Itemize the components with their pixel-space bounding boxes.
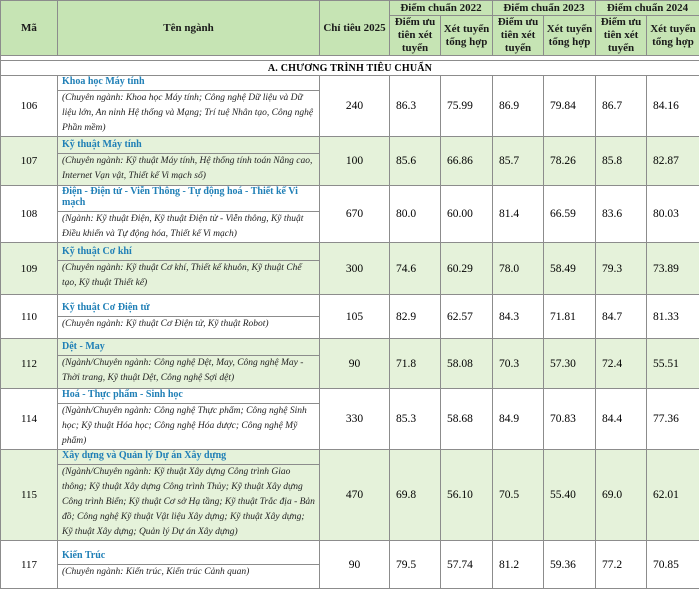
quota-2025: 330 <box>320 389 390 450</box>
table-row <box>1 450 699 541</box>
major-name-cell <box>58 186 320 243</box>
priority-2024: 83.6 <box>596 186 647 243</box>
major-description: (Chuyên ngành: Kiến trúc, Kiến trúc Cảnh quan) <box>58 564 319 580</box>
major-description: (Ngành/Chuyên ngành: Công nghệ Dệt, May, Công nghệ May - Thời trang, Kỹ thuật Dệt, Công nghệ Sợi dệt) <box>58 355 319 386</box>
section-title: A. CHƯƠNG TRÌNH TIÊU CHUẨN <box>1 61 699 76</box>
priority-2024: 79.3 <box>596 243 647 295</box>
combined-2023: 66.59 <box>544 186 596 243</box>
combined-2024: 62.01 <box>647 450 699 541</box>
table-body <box>1 56 699 589</box>
combined-2022: 58.68 <box>441 389 493 450</box>
major-description: (Chuyên ngành: Kỹ thuật Máy tính, Hệ thống tính toán Nâng cao, Internet Vạn vật, Thiết kế Vi mạch số) <box>58 153 319 184</box>
major-name-cell <box>58 295 320 339</box>
major-name-cell <box>58 243 320 295</box>
major-name-cell <box>58 541 320 589</box>
major-code: 114 <box>1 389 58 450</box>
header-combined-2024: Xét tuyển tổng hợp <box>647 16 699 56</box>
quota-2025: 670 <box>320 186 390 243</box>
major-description: (Chuyên ngành: Kỹ thuật Cơ khí, Thiết kế khuôn, Kỹ thuật Chế tạo, Kỹ thuật Thiết kế) <box>58 260 319 291</box>
major-description: (Ngành/Chuyên ngành: Công nghệ Thực phẩm; Công nghệ Sinh học; Kỹ thuật Hóa học; Công nghệ Hóa dược; Công nghệ Mỹ phẩm) <box>58 403 319 449</box>
priority-2022: 80.0 <box>390 186 441 243</box>
table-row <box>1 76 699 137</box>
major-description: (Chuyên ngành: Kỹ thuật Cơ Điện tử, Kỹ thuật Robot) <box>58 316 319 332</box>
major-description: (Chuyên ngành: Khoa học Máy tính; Công nghệ Dữ liệu và Dữ liệu lớn, An ninh Hệ thống và Mạng; Trí tuệ Nhân tạo, Công nghệ Phần mềm) <box>58 90 319 136</box>
major-name-cell <box>58 76 320 137</box>
combined-2022: 58.08 <box>441 339 493 389</box>
priority-2022: 85.3 <box>390 389 441 450</box>
priority-2024: 84.7 <box>596 295 647 339</box>
header-priority-2024: Điểm ưu tiên xét tuyển <box>596 16 647 56</box>
quota-2025: 90 <box>320 541 390 589</box>
combined-2023: 70.83 <box>544 389 596 450</box>
major-name-cell <box>58 450 320 541</box>
table-row <box>1 389 699 450</box>
priority-2023: 70.5 <box>493 450 544 541</box>
priority-2022: 71.8 <box>390 339 441 389</box>
major-name-cell <box>58 389 320 450</box>
header-year-2023: Điểm chuẩn 2023 <box>493 1 596 16</box>
priority-2022: 79.5 <box>390 541 441 589</box>
priority-2023: 70.3 <box>493 339 544 389</box>
major-code: 107 <box>1 137 58 186</box>
major-code: 110 <box>1 295 58 339</box>
quota-2025: 240 <box>320 76 390 137</box>
combined-2022: 60.29 <box>441 243 493 295</box>
combined-2022: 60.00 <box>441 186 493 243</box>
combined-2023: 59.36 <box>544 541 596 589</box>
table-row <box>1 186 699 243</box>
header-priority-2022: Điểm ưu tiên xét tuyển <box>390 16 441 56</box>
major-title: Kỹ thuật Cơ khí <box>62 246 132 257</box>
priority-2024: 72.4 <box>596 339 647 389</box>
priority-2023: 81.2 <box>493 541 544 589</box>
priority-2023: 81.4 <box>493 186 544 243</box>
header-combined-2022: Xét tuyển tổng hợp <box>441 16 493 56</box>
combined-2023: 79.84 <box>544 76 596 137</box>
priority-2023: 84.9 <box>493 389 544 450</box>
combined-2024: 77.36 <box>647 389 699 450</box>
priority-2024: 77.2 <box>596 541 647 589</box>
major-description: (Ngành/Chuyên ngành: Kỹ thuật Xây dựng Công trình Giao thông; Kỹ thuật Xây dựng Công trình Thủy; Kỹ thuật Xây dựng Công trình Biển; Kỹ thuật Cơ sở Hạ tầng; Kỹ thuật Trắc địa - Bản đồ; Công nghệ Kỹ thuật Vật liệu Xây dựng; Kỹ thuật Xây dựng; Kỹ thuật Xây dựng; Quản lý Dự án Xây dựng) <box>58 464 319 540</box>
header-combined-2023: Xét tuyển tổng hợp <box>544 16 596 56</box>
major-title: Dệt - May <box>62 341 105 352</box>
combined-2022: 57.74 <box>441 541 493 589</box>
major-code: 106 <box>1 76 58 137</box>
major-title: Hoá - Thực phẩm - Sinh học <box>62 389 183 400</box>
priority-2022: 82.9 <box>390 295 441 339</box>
combined-2024: 81.33 <box>647 295 699 339</box>
combined-2024: 82.87 <box>647 137 699 186</box>
quota-2025: 470 <box>320 450 390 541</box>
combined-2023: 57.30 <box>544 339 596 389</box>
table-row <box>1 339 699 389</box>
combined-2022: 66.86 <box>441 137 493 186</box>
major-title: Điện - Điện tử - Viễn Thông - Tự động hoá - Thiết kế Vi mạch <box>62 186 298 208</box>
major-title: Xây dựng và Quản lý Dự án Xây dựng <box>62 450 227 461</box>
priority-2024: 85.8 <box>596 137 647 186</box>
major-title: Kỹ thuật Cơ Điện tử <box>62 301 150 313</box>
quota-2025: 90 <box>320 339 390 389</box>
combined-2023: 58.49 <box>544 243 596 295</box>
major-title: Kiến Trúc <box>62 549 106 561</box>
priority-2022: 69.8 <box>390 450 441 541</box>
header-priority-2023: Điểm ưu tiên xét tuyển <box>493 16 544 56</box>
table-row <box>1 243 699 295</box>
priority-2024: 86.7 <box>596 76 647 137</box>
combined-2023: 71.81 <box>544 295 596 339</box>
major-code: 117 <box>1 541 58 589</box>
priority-2023: 84.3 <box>493 295 544 339</box>
combined-2024: 80.03 <box>647 186 699 243</box>
priority-2022: 74.6 <box>390 243 441 295</box>
major-code: 112 <box>1 339 58 389</box>
priority-2022: 86.3 <box>390 76 441 137</box>
quota-2025: 105 <box>320 295 390 339</box>
combined-2022: 75.99 <box>441 76 493 137</box>
table-row <box>1 295 699 339</box>
priority-2024: 69.0 <box>596 450 647 541</box>
quota-2025: 100 <box>320 137 390 186</box>
combined-2024: 70.85 <box>647 541 699 589</box>
header-code: Mã <box>1 1 58 56</box>
major-code: 109 <box>1 243 58 295</box>
priority-2022: 85.6 <box>390 137 441 186</box>
major-description: (Ngành: Kỹ thuật Điện, Kỹ thuật Điện tử - Viễn thông, Kỹ thuật Điều khiển và Tự động hóa, Thiết kế Vi mạch) <box>58 211 319 242</box>
quota-2025: 300 <box>320 243 390 295</box>
priority-2023: 86.9 <box>493 76 544 137</box>
table-row <box>1 137 699 186</box>
major-name-cell <box>58 339 320 389</box>
header-quota: Chỉ tiêu 2025 <box>320 1 390 56</box>
combined-2022: 62.57 <box>441 295 493 339</box>
priority-2023: 78.0 <box>493 243 544 295</box>
priority-2024: 84.4 <box>596 389 647 450</box>
section-row <box>1 61 699 76</box>
priority-2023: 85.7 <box>493 137 544 186</box>
major-title: Kỹ thuật Máy tính <box>62 138 142 150</box>
header-name: Tên ngành <box>58 1 320 56</box>
major-title: Khoa học Máy tính <box>62 76 145 87</box>
combined-2023: 55.40 <box>544 450 596 541</box>
header-year-2022: Điểm chuẩn 2022 <box>390 1 493 16</box>
major-code: 108 <box>1 186 58 243</box>
major-name-cell <box>58 137 320 186</box>
combined-2022: 56.10 <box>441 450 493 541</box>
header-year-2024: Điểm chuẩn 2024 <box>596 1 699 16</box>
combined-2024: 73.89 <box>647 243 699 295</box>
combined-2023: 78.26 <box>544 137 596 186</box>
major-code: 115 <box>1 450 58 541</box>
combined-2024: 84.16 <box>647 76 699 137</box>
table-row <box>1 541 699 589</box>
combined-2024: 55.51 <box>647 339 699 389</box>
